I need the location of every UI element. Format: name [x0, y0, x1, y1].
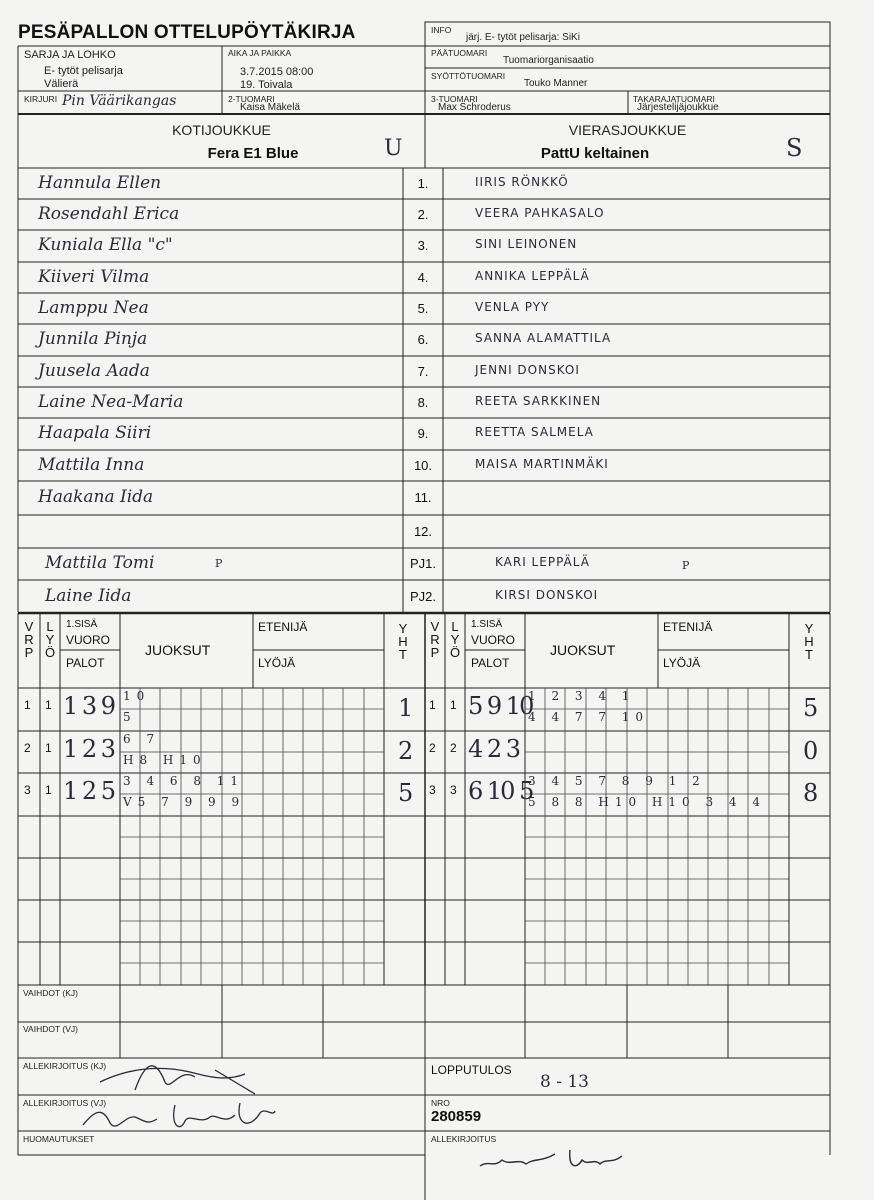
away-player-name: SINI LEINONEN [475, 237, 578, 251]
away-inning-ly: 3 [450, 783, 457, 797]
home-player-name: Rosendahl Erica [38, 203, 180, 224]
tuomari2-value: Kaisa Mäkelä [240, 102, 301, 113]
home-player-name: Kiiveri Vilma [38, 266, 150, 287]
home-inning-runs-bottom: 5 [123, 710, 137, 724]
home-yht-header: Y H T [398, 621, 408, 662]
vaihdot-kj-label: VAIHDOT (KJ) [23, 988, 78, 998]
away-vuoro-label: VUORO [471, 633, 516, 647]
home-palot-label: PALOT [66, 656, 105, 670]
syottotuomari-value: Touko Manner [524, 78, 588, 89]
aika-label: AIKA JA PAIKKA [228, 48, 292, 58]
player-number: 6. [417, 332, 429, 347]
home-player-name: Mattila Inna [38, 454, 145, 475]
away-team-label: VIERASJOUKKUE [568, 122, 687, 138]
home-player-name: Juusela Aada [38, 360, 150, 381]
tuomari3-value: Max Schroderus [438, 102, 511, 113]
away-etenija-label: ETENIJÄ [663, 620, 713, 634]
home-inning-palot: 1 2 5 [63, 777, 115, 805]
takaraja-value: Järjestelijäjoukkue [637, 102, 719, 113]
home-inning-ly: 1 [45, 741, 52, 755]
away-inning-runs-top: 1 2 3 4 1 [528, 689, 636, 703]
pj-number: PJ1. [409, 556, 436, 571]
away-player-name: ANNIKA LEPPÄLÄ [475, 268, 590, 283]
sarja-value: E- tytöt pelisarja [44, 65, 123, 77]
home-juoksut-label: JUOKSUT [145, 642, 211, 658]
vaihdot-vj-label: VAIHDOT (VJ) [23, 1024, 78, 1034]
allekirjoitus-label: ALLEKIRJOITUS [431, 1134, 497, 1144]
allekirjoitus-vj-label: ALLEKIRJOITUS (VJ) [23, 1098, 107, 1108]
home-inning-runs-top: 3 4 6 8 11 [123, 774, 245, 788]
allekirjoitus-kj-label: ALLEKIRJOITUS (KJ) [23, 1061, 107, 1071]
player-number: 2. [417, 206, 429, 222]
lopputulos-label: LOPPUTULOS [431, 1063, 512, 1077]
pj-number: PJ2. [409, 588, 436, 604]
signature-judge [470, 1140, 640, 1180]
home-inning-ly: 1 [45, 698, 52, 712]
home-player-name: Kuniala Ella "c" [38, 235, 173, 255]
home-inning-runs-top: 10 [123, 689, 151, 703]
away-inning-yht: 8 [803, 779, 819, 807]
home-player-name: Haapala Siiri [38, 423, 152, 443]
home-inning-ly: 1 [45, 783, 52, 797]
home-lyo-header: L Y Ö [44, 619, 56, 660]
home-pj-name: Mattila Tomi [45, 553, 155, 573]
away-pj1-mark: P [682, 559, 690, 572]
home-inning-palot: 1 2 3 [63, 735, 115, 763]
away-inning-palot: 5 9 10 [468, 692, 533, 720]
away-inning-yht: 0 [803, 737, 819, 765]
home-inning-runs-top: 6 7 [123, 732, 161, 746]
away-inning-runs-bottom: 4 4 7 7 10 [528, 710, 650, 724]
away-inning-ly: 1 [450, 698, 457, 712]
nro-label: NRO [431, 1098, 450, 1108]
paatuomari-value: Tuomariorganisaatio [503, 55, 594, 66]
takaraja-label: TAKARAJATUOMARI [633, 94, 715, 104]
player-number: 7. [417, 363, 429, 379]
home-pj1-mark: P [215, 557, 223, 570]
paatuomari-label: PÄÄTUOMARI [431, 48, 488, 58]
player-number: 4. [417, 269, 429, 285]
away-inning-ly: 2 [450, 741, 457, 755]
lohko-value: Välierä [44, 78, 79, 90]
nro-value: 280859 [431, 1108, 482, 1125]
home-player-name: Laine Nea-Maria [38, 391, 184, 412]
away-player-name: VEERA PAHKASALO [475, 205, 605, 220]
away-lyoja-label: LYÖJÄ [663, 656, 701, 670]
home-player-name: Haakana Iida [38, 487, 154, 507]
away-player-name: SANNA ALAMATTILA [475, 331, 612, 345]
away-inning-runs-bottom: 5 8 8 H10 H10 3 4 4 [528, 795, 766, 809]
away-juoksut-label: JUOKSUT [550, 642, 616, 658]
away-vrp-header: V R P [430, 619, 440, 660]
home-sisa-label: 1.SISÄ [66, 619, 98, 630]
away-inning-vrp: 2 [429, 741, 436, 755]
player-number: 5. [417, 300, 429, 316]
home-inning-runs-bottom: V5 7 9 9 9 [123, 795, 246, 809]
away-team-mark: S [786, 134, 803, 162]
player-number: 3. [417, 238, 429, 253]
home-player-name: Junnila Pinja [38, 329, 148, 349]
aika-value: 3.7.2015 08:00 [240, 66, 314, 78]
signature-vj [75, 1095, 285, 1140]
away-team-name: PattU keltainen [540, 145, 650, 162]
home-inning-vrp: 3 [24, 783, 31, 797]
home-vrp-header: V R P [24, 619, 34, 660]
home-pj-name: Laine Iida [45, 585, 132, 606]
away-yht-header: Y H T [804, 621, 814, 662]
kirjuri-value: Pin Väärikangas [62, 93, 177, 109]
away-inning-palot: 4 2 3 [468, 735, 520, 763]
syottotuomari-label: SYÖTTÖTUOMARI [431, 71, 506, 81]
away-sisa-label: 1.SISÄ [471, 619, 503, 630]
home-team-name: Fera E1 Blue [207, 145, 299, 162]
huomautukset-label: HUOMAUTUKSET [23, 1134, 95, 1144]
home-player-name: Lamppu Nea [38, 297, 149, 318]
run-cells-away [525, 688, 789, 985]
home-vuoro-label: VUORO [66, 633, 111, 647]
away-palot-label: PALOT [471, 656, 510, 670]
away-inning-vrp: 3 [429, 783, 436, 797]
home-team-label: KOTIJOUKKUE [172, 122, 271, 138]
home-inning-yht: 5 [398, 779, 414, 807]
away-player-name: VENLA PYY [475, 299, 550, 314]
tuomari3-label: 3-TUOMARI [431, 94, 478, 104]
player-number: 12. [413, 523, 433, 539]
tuomari2-label: 2-TUOMARI [228, 94, 275, 104]
away-inning-palot: 6 10 5 [468, 777, 533, 805]
home-team-mark: U [384, 136, 403, 161]
away-inning-vrp: 1 [429, 698, 436, 712]
home-inning-runs-bottom: H8 H10 [123, 753, 207, 767]
kirjuri-label: KIRJURI [24, 94, 58, 104]
player-number: 8. [417, 394, 429, 410]
away-player-name: REETA SARKKINEN [475, 393, 602, 408]
info-value: järj. E- tytöt pelisarja: SiKi [466, 32, 580, 43]
player-number: 10. [413, 457, 433, 473]
away-pj-name: KARI LEPPÄLÄ [495, 555, 590, 569]
away-player-name: MAISA MARTINMÄKI [475, 456, 609, 471]
away-lyo-header: L Y Ö [449, 619, 461, 660]
home-inning-vrp: 1 [24, 698, 31, 712]
home-etenija-label: ETENIJÄ [258, 620, 308, 634]
home-player-name: Hannula Ellen [38, 172, 162, 193]
away-inning-runs-top: 3 4 5 7 8 9 1 2 [528, 774, 706, 788]
away-pj-name: KIRSI DONSKOI [495, 587, 599, 602]
home-inning-palot: 1 3 9 [63, 692, 115, 720]
form-title: PESÄPALLON OTTELUPÖYTÄKIRJA [18, 22, 356, 43]
away-player-name: IIRIS RÖNKKÖ [475, 174, 569, 189]
home-inning-yht: 1 [398, 694, 414, 722]
sarja-label: SARJA JA LOHKO [24, 49, 116, 61]
home-lyoja-label: LYÖJÄ [258, 656, 296, 670]
away-player-name: REETTA SALMELA [475, 425, 594, 439]
away-inning-yht: 5 [803, 694, 819, 722]
player-number: 11. [414, 490, 432, 505]
home-inning-yht: 2 [398, 737, 414, 765]
player-number: 1. [417, 175, 429, 191]
paikka-value: 19. Toivala [240, 79, 293, 91]
away-player-name: JENNI DONSKOI [475, 362, 580, 377]
home-inning-vrp: 2 [24, 741, 31, 755]
info-label: INFO [431, 25, 452, 35]
lopputulos-value: 8 - 13 [540, 1072, 589, 1092]
player-number: 9. [417, 426, 429, 441]
